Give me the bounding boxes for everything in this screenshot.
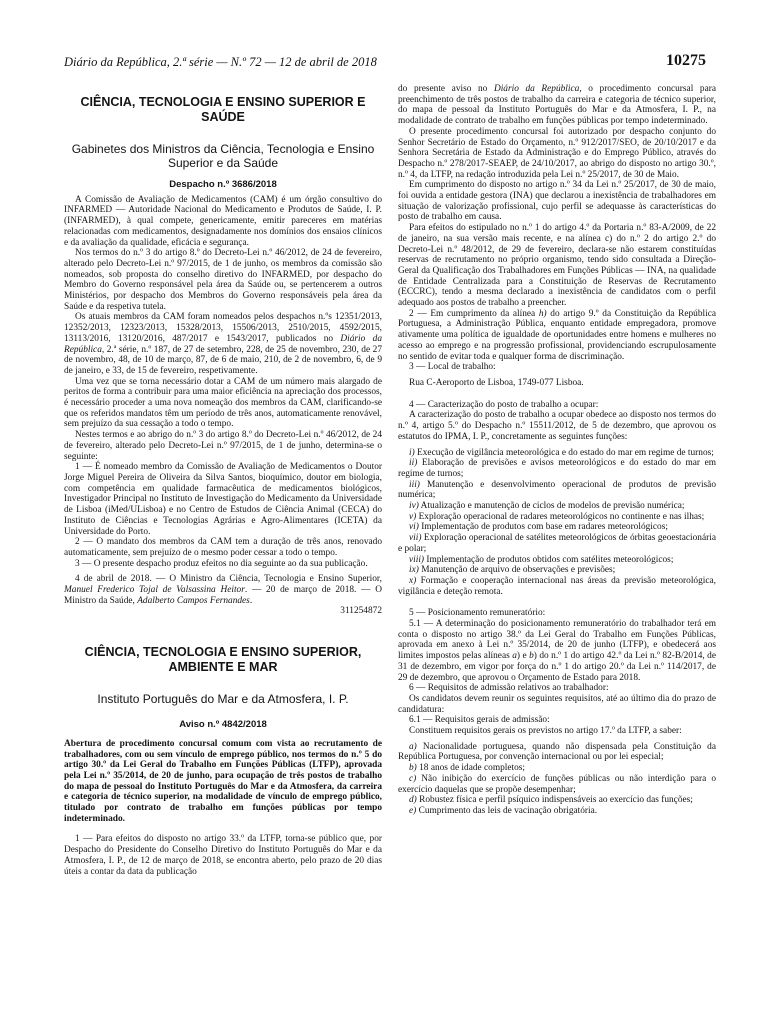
journal-title: Diário da República, 2.ª série — N.º 72 — 12 de abril de 2018 [64,55,377,69]
list-item: iv) Atualização e manutenção de ciclos de modelos de previsão numérica; [409,501,685,512]
organization-name: Instituto Português do Mar e da Atmosfera, I. P. [97,692,349,707]
left-column [64,84,382,877]
paragraph: Rua C-Aeroporto de Lisboa, 1749-077 Lisboa. [409,377,584,388]
list-item: v) Exploração operacional de radares meteorológicos no continente e nas ilhas; [409,511,705,522]
paragraph: 2 — O mandato dos membros da CAM tem a duração de três anos, renovado automaticamente, sem prejuízo de o mesmo poder cessar a todo o tempo. [64,537,382,558]
requirements-list [398,742,716,817]
functions-list [398,448,716,598]
page-header [64,52,706,72]
section-title: CIÊNCIA, TECNOLOGIA E ENSINO SUPERIOR E SAÚDE [80,95,366,124]
paragraph: Os atuais membros da CAM foram nomeados pelos despachos n.ºs 12351/2013, 12352/2013, 12323/2013, 15328/2013, 15506/2013, 2510/2015, 4592/2015, 13113/2016, 13120/2016, 487/2017 e 1543/2017, publicados no Diário da República, 2.ª série, n.º 187, de 27 de setembro, 228, de 25 de novembro, 230, de 27 de novembro, 48, de 10 de março, 87, de 6 de maio, 210, de 2 de novembro, 6, de 9 de janeiro, e 33, de 15 de fevereiro, respetivamente. [64,312,382,376]
section-title: CIÊNCIA, TECNOLOGIA E ENSINO SUPERIOR, AMBIENTE E MAR [84,645,362,675]
paragraph: A caracterização do posto de trabalho a ocupar obedece ao disposto nos termos do n.º 4, artigo 5.º do Despacho n.º 15511/2012, de 5 de dezembro, que aprovou os estatutos do IPMA, I. P., concretamente as seguintes funções: [398,410,716,442]
despacho-title: Despacho n.º 3686/2018 [169,179,277,190]
list-item: a) Nacionalidade portuguesa, quando não dispensada pela Constituição da República Portuguesa, por convenção internacional ou por lei especial; [398,741,716,763]
list-item: e) Cumprimento das leis de vacinação obrigatória. [409,806,598,816]
list-item: vi) Implementação de produtos com base em radares meteorológicos; [409,522,668,533]
reference-number: 311254872 [340,606,382,617]
paragraph: Os candidatos devem reunir os seguintes requisitos, até ao último dia do prazo de candidatura: [398,693,716,715]
paragraph: Uma vez que se torna necessário dotar a CAM de um número mais alargado de peritos de forma a contribuir para uma maior eficiência na apreciação dos processos, é necessário proceder a uma nova nomeação dos membros da CAM, clarificando-se que os referidos mandatos têm um período de três anos, automaticamente renovável, sem prejuízo da sua cessação a todo o tempo. [64,376,382,430]
paragraph: 1 — Para efeitos do disposto no artigo 33.º da LTFP, torna-se público que, por Despacho do Presidente do Conselho Diretivo do Instituto Português do Mar e da Atmosfera, I. P., de 12 de março de 2018, se encontra aberto, pelo prazo de 20 dias úteis a contar da data da publicação [64,834,382,877]
list-item: c) Não inibição do exercício de funções públicas ou não interdição para o exercício daquelas que se propõe desempenhar; [398,773,716,795]
paragraph: 1 — É nomeado membro da Comissão de Avaliação de Medicamentos o Doutor Jorge Miguel Pereira de Oliveira da Silva Santos, bioquímico, doutor em biologia, com competência em qualidade farmacêutica de medicamentos biológicos, Investigador Principal no Instituto de Investigação do Medicamento da Universidade de Lisboa (iMed/ULisboa) e no Centro de Estudos de Ciência Animal (CECA) do Instituto de Ciências e Tecnologias Agrárias e Agro-Alimentares (ICETA) da Universidade do Porto. [64,462,382,537]
paragraph: 6.1 — Requisitos gerais de admissão: [409,715,550,726]
list-item: ix) Manutenção de arquivo de observações e previsões; [409,565,616,576]
paragraph: 3 — O presente despacho produz efeitos no dia seguinte ao da sua publicação. [75,558,368,569]
list-item: b) 18 anos de idade completos; [409,763,526,774]
paragraph: O presente procedimento concursal foi autorizado por despacho conjunto do Senhor Secretário de Estado do Orçamento, n.º 912/2017/SEO, de 20/10/2017 e da Senhora Secretária de Estado da Administração e do Emprego Público, através do Despacho n.º 278/2017-SEAEP, de 24/10/2017, ao abrigo do disposto no artigo 30.º, n.º 4, da LTFP, na redação introduzida pela Lei n.º 25/2017, de 30 de Maio. [398,126,716,180]
paragraph: Nestes termos e ao abrigo do n.º 3 do artigo 8.º do Decreto-Lei n.º 46/2012, de 24 de fevereiro, alterado pelo Decreto-Lei n.º 97/2015, de 1 de junho, determina-se o seguinte: [64,430,382,462]
paragraph: 3 — Local de trabalho: [409,362,496,373]
list-item: vii) Exploração operacional de satélites meteorológicos de órbitas geoestacionária e polar; [398,533,716,554]
page-number: 10275 [666,52,706,69]
right-column [398,84,716,817]
paragraph: do presente aviso no Diário da República, o procedimento concursal para preenchimento de três postos de trabalho da carreira e categoria de técnico superior, do mapa de pessoal da Instituto Português do Mar e da Atmosfera, I. P., na modalidade de contrato de trabalho em funções públicas por tempo indeterminado. [398,84,716,127]
list-item: ii) Elaboração de previsões e avisos meteorológicos e do estado do mar em regime de turnos; [398,458,716,479]
list-item: iii) Manutenção e desenvolvimento operacional de produtos de previsão numérica; [398,479,716,501]
paragraph: 4 — Caracterização do posto de trabalho a ocupar: [409,399,599,410]
paragraph: Para efeitos do estipulado no n.º 1 do artigo 4.º da Portaria n.º 83-A/2009, de 22 de janeiro, na sua versão mais recente, e na alínea c) do n.º 2 do artigo 2.º do Decreto-Lei n.º 48/2012, de 29 de fevereiro, declara-se não estarem constituídas reservas de recrutamento no próprio organismo, tendo sido consultada a Direção-Geral da Qualificação dos Trabalhadores em Funções Públicas — INA, na qualidade de Entidade Centralizada para a Constituição de Reservas de Recrutamento (ECCRC), tendo a mesma declarado a inexistência de candidatos com o perfil adequado aos postos de trabalho a preencher. [398,223,716,309]
paragraph: Em cumprimento do disposto no artigo n.º 34 da Lei n.º 25/2017, de 30 de maio, foi ouvida a entidade gestora (INA) que declarou a inexistência de trabalhadores em situação de valorização profissional, cujo perfil se adequasse às características do posto de trabalho em causa. [398,180,716,223]
paragraph: Nos termos do n.º 3 do artigo 8.º do Decreto-Lei n.º 46/2012, de 24 de fevereiro, alterado pelo Decreto-Lei n.º 97/2015, de 1 de junho, os membros da comissão são nomeados, sob proposta do conselho diretivo do INFARMED, por despacho do Membro do Governo responsável pela área da Saúde ou, se pertencerem a outros Ministérios, por despacho dos Membros do Governo responsáveis pela área da Saúde e da respetiva tutela. [64,248,382,312]
organization-name: Gabinetes dos Ministros da Ciência, Tecnologia e Ensino Superior e da Saúde [71,142,375,170]
paragraph: 6 — Requisitos de admissão relativos ao trabalhador: [409,683,609,694]
paragraph: 2 — Em cumprimento da alínea h) do artigo 9.º da Constituição da República Portuguesa, a Administração Pública, enquanto entidade empregadora, promove ativamente uma política de igualdade de oportunidades entre homens e mulheres no acesso ao emprego e na progressão profissional, providenciando escrupulosamente no sentido de evitar toda e qualquer forma de discriminação. [398,308,716,362]
aviso-abstract: Abertura de procedimento concursal comum com vista ao recrutamento de trabalhadores, com ou sem vínculo de emprego público, nos termos do n.º 5 do artigo 30.º da Lei Geral do Trabalho em Funções Públicas (LTFP), aprovada pela Lei n.º 35/2014, de 20 de junho, para ocupação de três postos de trabalho do mapa de pessoal do Instituto Português do Mar e da Atmosfera, da carreira e categoria de técnico superior, na modalidade de vínculo de emprego público, titulado por contrato de trabalho em funções públicas por tempo indeterminado. [64,738,382,824]
list-item: x) Formação e cooperação internacional nas áreas da previsão meteorológica, vigilância e deteção remota. [398,575,716,597]
list-item: viii) Implementação de produtos obtidos com satélites meteorológicos; [409,554,674,565]
signature-paragraph: 4 de abril de 2018. — O Ministro da Ciência, Tecnologia e Ensino Superior, Manuel Frederico Tojal de Valsassina Heitor. — 20 de março de 2018. — O Ministro da Saúde, Adalberto Campos Fernandes. [64,574,382,606]
paragraph: Constituem requisitos gerais os previstos no artigo 17.º da LTFP, a saber: [409,726,682,737]
list-item: i) Execução de vigilância meteorológica e do estado do mar em regime de turnos; [409,447,714,458]
aviso-title: Aviso n.º 4842/2018 [179,719,267,731]
paragraph: 5.1 — A determinação do posicionamento remuneratório do trabalhador terá em conta o disposto no artigo 38.º da Lei Geral do Trabalho em Funções Públicas, aprovada em anexo à Lei n.º 35/2014, de 20 de junho (LTFP), e obedecerá aos limites impostos pelas alíneas a) e b) do n.º 1 do artigo 42.º da Lei n.º 82-B/2014, de 31 de dezembro, em vigor por força do n.º 1 do artigo 20.º da Lei n.º 114/2017, de 29 de dezembro, que aprovou o Orçamento de Estado para 2018. [398,619,716,683]
list-item: d) Robustez física e perfil psíquico indispensáveis ao exercício das funções; [409,795,693,806]
paragraph: A Comissão de Avaliação de Medicamentos (CAM) é um órgão consultivo do INFARMED — Autoridade Nacional do Medicamento e Produtos de Saúde, I. P. (INFARMED), à qual compete, genericamente, emitir pareceres em matérias relacionadas com medicamentos, designadamente nos domínios dos ensaios clínicos e da avaliação da qualidade, eficácia e segurança. [64,194,382,248]
paragraph: 5 — Posicionamento remuneratório: [409,608,546,619]
